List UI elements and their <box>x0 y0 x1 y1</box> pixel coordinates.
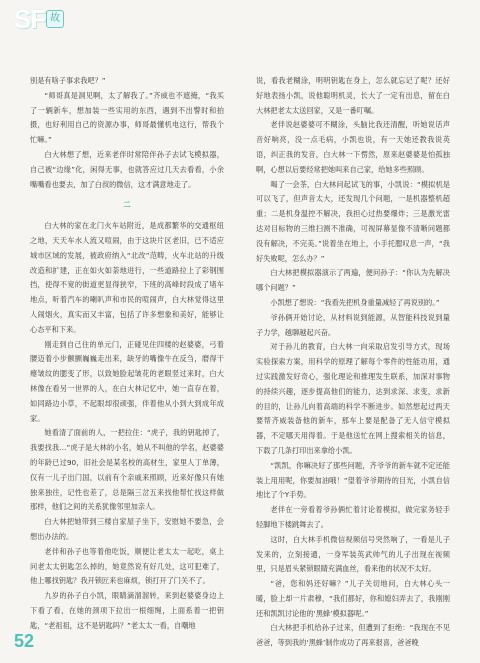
logo-text: SF <box>14 4 46 34</box>
paragraph: 她看清了面前的人，一把拉住：“虎子，我的钥匙掉了，我要找我…”虎子是大林的小名，她从不叫他的学名，赵婆婆的年龄已过90，旧社会是某名校的高材生，家里人丁单薄，仅有一儿子出门国，以前有个亲戚来照顾，近来好像只有她独来独往，记性也差了，总是隔三岔五来找他帮忙找这样做那样，他们之间的关系犹像邻里加亲人。 <box>30 428 224 512</box>
section-number: 二 <box>123 200 131 210</box>
paragraph: 别是有啥子事求我吧？” <box>30 76 106 85</box>
paragraph: 白大林把手机给孙子过来，但遭到了拒绝：“我现在不见爸爸，等到我的‘黑蜂’制作成功了再来报喜，爸爸晚 <box>256 623 450 648</box>
paragraph: 小凯想了想说：“我看先把机身重量减轻了再说别的。” <box>270 297 440 307</box>
paragraph: “爸，您和妈还好嘛？”儿子关切地问，白大林心头一暖，脸上却一片肃穆，“我们都好，你和媳妇弄去了，我刚刚还和凯凯讨论他的‘黑蜂’模拟器呢。” <box>256 579 450 618</box>
right-text-column <box>256 74 450 651</box>
paragraph: 喝了一会茶，白大林问起试飞的事，小凯说：“模拟机是可以飞了，但声音太大，还发现几个问题，一是机器整机超重；二是机身温控不解决，我担心过热要爆炸；三是激光雷达对目标物的三维扫测不准确，可视屏幕显像不清晰问题都没有解决，不完美。”说着坐在地上，小手托腮叹息一声，“我好失败呢，怎么办？” <box>256 179 450 263</box>
paragraph: 对于孙儿的教育，白大林一向采取启发引导方式，现场实验探索方案，用科学的原理了解每个零件的性能功用，通过实践激发好奇心，强化理论和推理发生联系，加深对事物的持续兴趣，逐步提高他们的能力，达到求深、求变，求新的目的，让孙儿向着高端的科学不断进步。如然想起过两天要帮齐威装备他的新车，那车上要是配备了无人信守模拟器，不定哪天用得着。于是他送忙在网上搜索相关的信息，下载了几条打印出来拿给小凯。 <box>256 342 450 455</box>
paragraph: “凯凯，你嘛决好了那些问题，齐爷爷的新车就不定还能装上用用呢，你要加油哦！”望着爷爷期待的目光，小凯自信地比了个Y手势。 <box>256 460 450 500</box>
logo-badge: 故 <box>46 10 64 28</box>
paragraph: 老伴在一旁看着爷孙俩忙着讨论着模拟，做完家务轻手轻脚地下楼跳舞去了。 <box>256 505 450 529</box>
paragraph: 这时，白大林手机微信视频信号突然响了，一看是儿子发来的，立刻接通，一身军装英武帅气的儿子出现在视频里，只是眉头紧锁眼睛充满血丝，看来他的状况不太好。 <box>256 534 450 574</box>
paragraph: 白大林想了想，近来老伴时常陪伴孙子去试飞模拟器，自己被“边缘”化，闲得无事，也就答应过几天去看看，小余嘴嘴看也要去，加了白叔的微信，这才满意地走了。 <box>30 149 224 189</box>
paragraph: 刚走到自己住的单元门，正碰见住四楼的赵婆婆，弓着腰迈着小步颤颤巍巍走出来，缺牙的嘴像牛在反刍，磨得干瘪皱纹的腮变了形，以致她脸起皱花的老眼竖过来时，白大林像在看另一世界的人，在白大林记忆中，她一直存在着，如同路边小草，不起眼却很顽强，伴着他从小到大到成年成家。 <box>30 339 224 423</box>
paragraph: “师哥真是洞见啊，太了解我了。”齐威也不遮掩，“我买了一辆新车，想加装一些实用的东西，遇到不出警时和拍摄，也好利用自己的资源办事，师哥最懂机电这行，帮我个忙嘛。” <box>30 90 224 145</box>
paragraph: 说，看我老糊涂，明明钥匙在身上，怎么就忘记了呢？还好好地表扬小凯，说他聪明机灵，长大了一定有出息，留在白大林把老太太送回家，又是一番叮嘱。 <box>256 76 450 115</box>
paragraph: 九岁的孙子白小凯，眼睛滴溜溜转，来到赵婆婆身边上下看了看，在她的颈项下拉出一根细绳，上面系着一把钥匙，“老祖祖，这不是钥匙吗？”老太太一看，自嘲地 <box>30 591 224 630</box>
paragraph: 老伴说赵婆婆可不糊涂，头脑比我还清醒，听她说话声音好响亮，没一点毛病，小凯也说，有一天她还教我说英语，纠正我的发音，白大林一下愣然，原来赵婆婆是怕孤独啊，心想以后要经常把她叫来自己家，给她多些照顾。 <box>256 120 450 174</box>
paragraph: 白大林的家在北门火车站附近，是成都繁华的交通枢纽之地，天天车水人流又喧闹，由于这块片区老旧，已不适应城市区域的发展，被政府纳入“北改”范畴，火车北站的升级改造和扩建，正在如火如荼地进行，一些道路拉上了彩钢围挡，使得不宽的街道更显得狭窄，下班的高峰时段成了堵车地点，听着汽车的喇叭声和市民的喧闹声，白大林觉得这里人闹烟火，真实而又丰富，包括了许多想象和美好，能够让心态平和下来。 <box>30 221 224 334</box>
paragraph: 白大林把她带到三楼自家屋子坐下，安慰她不要急，会想出办法的。 <box>30 517 224 541</box>
left-text-column <box>30 74 224 633</box>
page-number: 52 <box>14 631 35 651</box>
paragraph: 白大林把模拟器演示了两遍，便问孙子：“你认为先解决哪个问题？” <box>256 268 450 293</box>
paragraph: 老伴和孙子也等着他吃饭，顺便让老太太一起吃，桌上问老太太钥匙怎么掉的，她竟然说有好几处，这可犯难了，他上哪找钥匙？我开锁匠来也麻烦，锁打开了门关不了。 <box>30 546 224 586</box>
paragraph: 爷孙俩开始讨论，从材料说到能源，从智能科技说到量子力学，越聊越起兴奋。 <box>256 312 450 337</box>
magazine-logo <box>10 4 62 32</box>
